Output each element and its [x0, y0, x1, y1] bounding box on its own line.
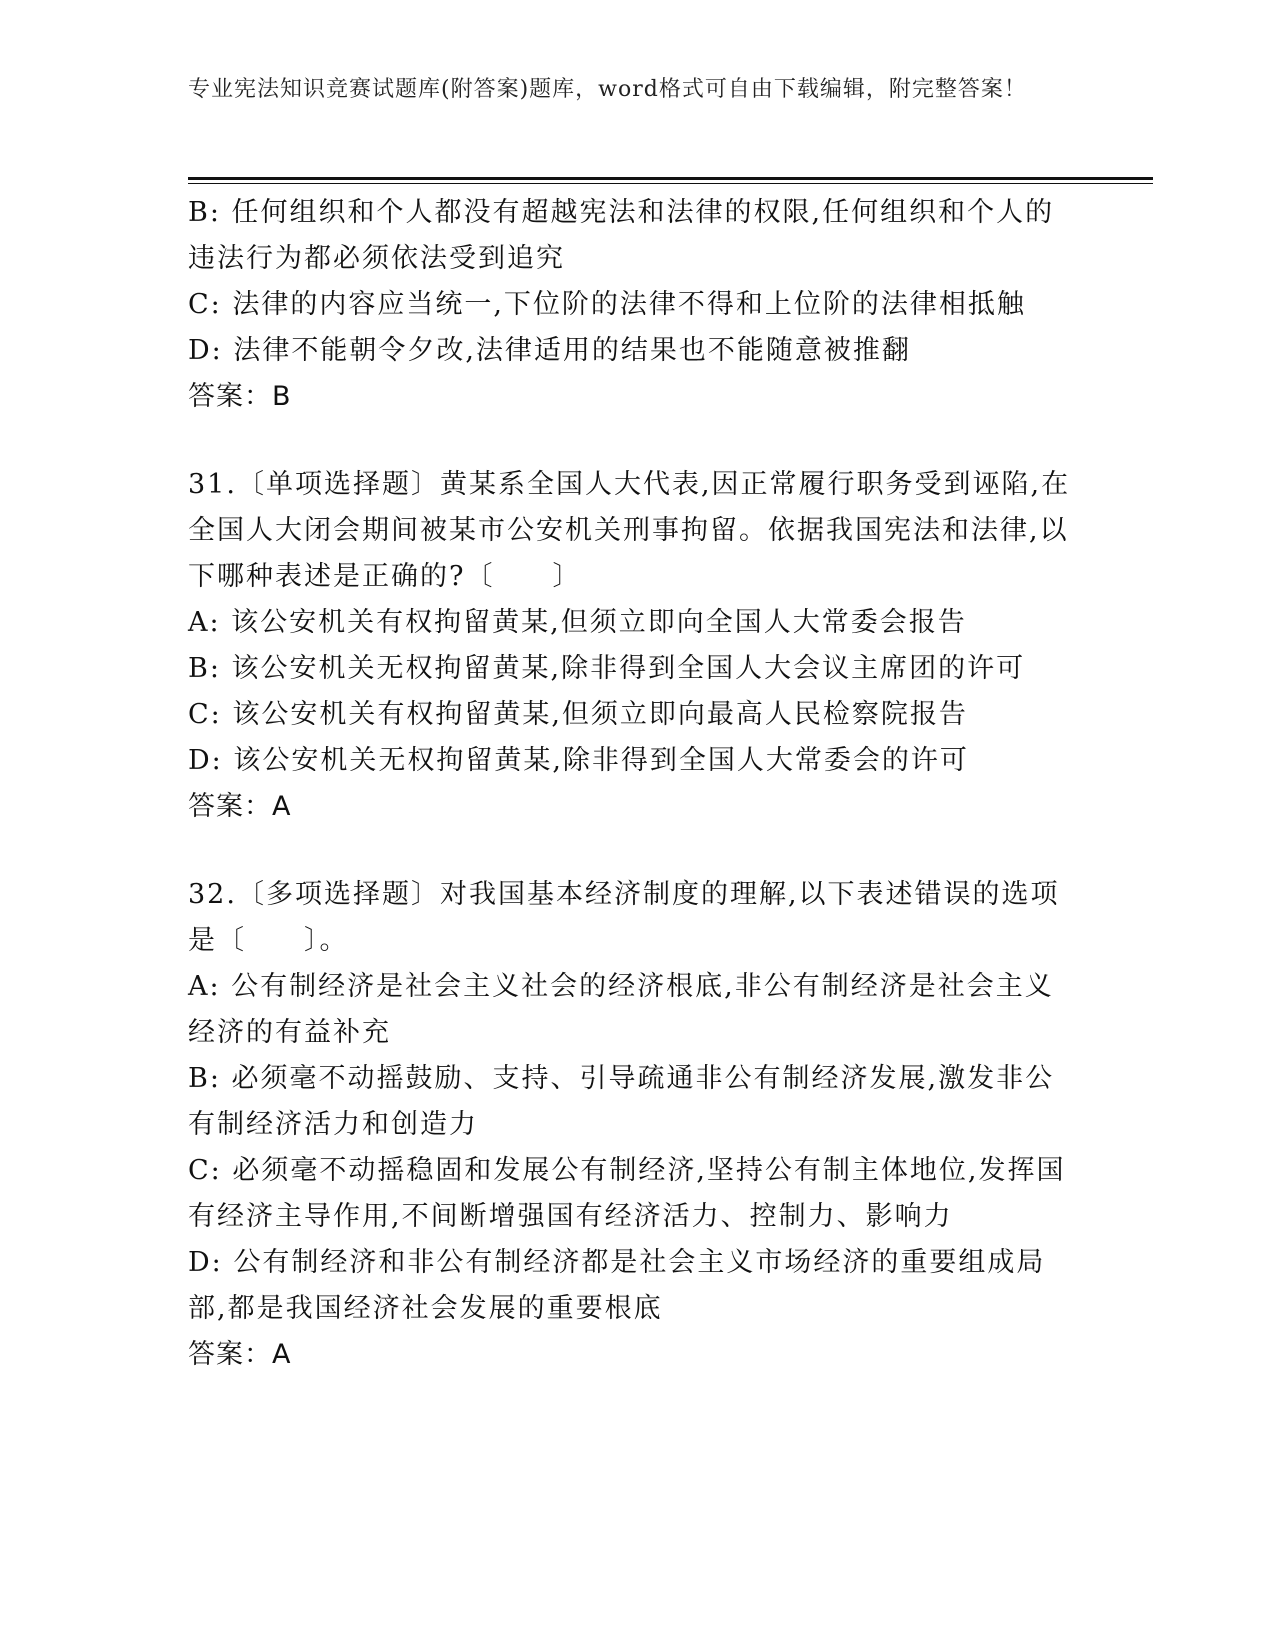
- option-a: A: 公有制经济是社会主义社会的经济根底,非公有制经济是社会主义经济的有益补充: [188, 971, 1054, 1048]
- option-b: B: 必须毫不动摇鼓励、支持、引导疏通非公有制经济发展,激发非公有制经济活力和创造力: [188, 1063, 1055, 1140]
- question-spacer: [188, 830, 1078, 872]
- question-spacer: [188, 420, 1078, 462]
- question-stem: 31.〔单项选择题〕黄某系全国人大代表,因正常履行职务受到诬陷,在全国人大闭会期间被某市公安机关刑事拘留。依据我国宪法和法律,以下哪种表述是正确的?〔 〕: [188, 469, 1071, 592]
- answer-line: 答案：A: [188, 1339, 292, 1370]
- option-c: C: 必须毫不动摇稳固和发展公有制经济,坚持公有制主体地位,发挥国有经济主导作用,不间断增强国有经济活力、控制力、影响力: [188, 1155, 1066, 1232]
- answer-line: 答案：B: [188, 381, 292, 412]
- question-32-block: [188, 872, 1078, 1378]
- option-d: D: 该公安机关无权拘留黄某,除非得到全国人大常委会的许可: [188, 745, 969, 776]
- question-31-block: [188, 462, 1078, 830]
- option-b: B: 任何组织和个人都没有超越宪法和法律的权限,任何组织和个人的违法行为都必须依法受到追究: [188, 197, 1055, 274]
- question-content: [188, 190, 1078, 1378]
- option-a: A: 该公安机关有权拘留黄某,但须立即向全国人大常委会报告: [188, 607, 967, 638]
- option-b: B: 该公安机关无权拘留黄某,除非得到全国人大会议主席团的许可: [188, 653, 1026, 684]
- header-rule-thin: [188, 183, 1153, 184]
- option-c: C: 该公安机关有权拘留黄某,但须立即向最高人民检察院报告: [188, 699, 968, 730]
- prev-question-block: [188, 190, 1078, 420]
- page-header: 专业宪法知识竞赛试题库(附答案)题库，word格式可自由下载编辑，附完整答案！: [188, 77, 1027, 102]
- header-rule-thick: [188, 177, 1153, 180]
- option-d: D: 公有制经济和非公有制经济都是社会主义市场经济的重要组成局部,都是我国经济社会发展的重要根底: [188, 1247, 1046, 1324]
- option-d: D: 法律不能朝令夕改,法律适用的结果也不能随意被推翻: [188, 335, 911, 366]
- answer-line: 答案：A: [188, 791, 292, 822]
- option-c: C: 法律的内容应当统一,下位阶的法律不得和上位阶的法律相抵触: [188, 289, 1026, 320]
- question-stem: 32.〔多项选择题〕对我国基本经济制度的理解,以下表述错误的选项是〔 〕。: [188, 879, 1060, 956]
